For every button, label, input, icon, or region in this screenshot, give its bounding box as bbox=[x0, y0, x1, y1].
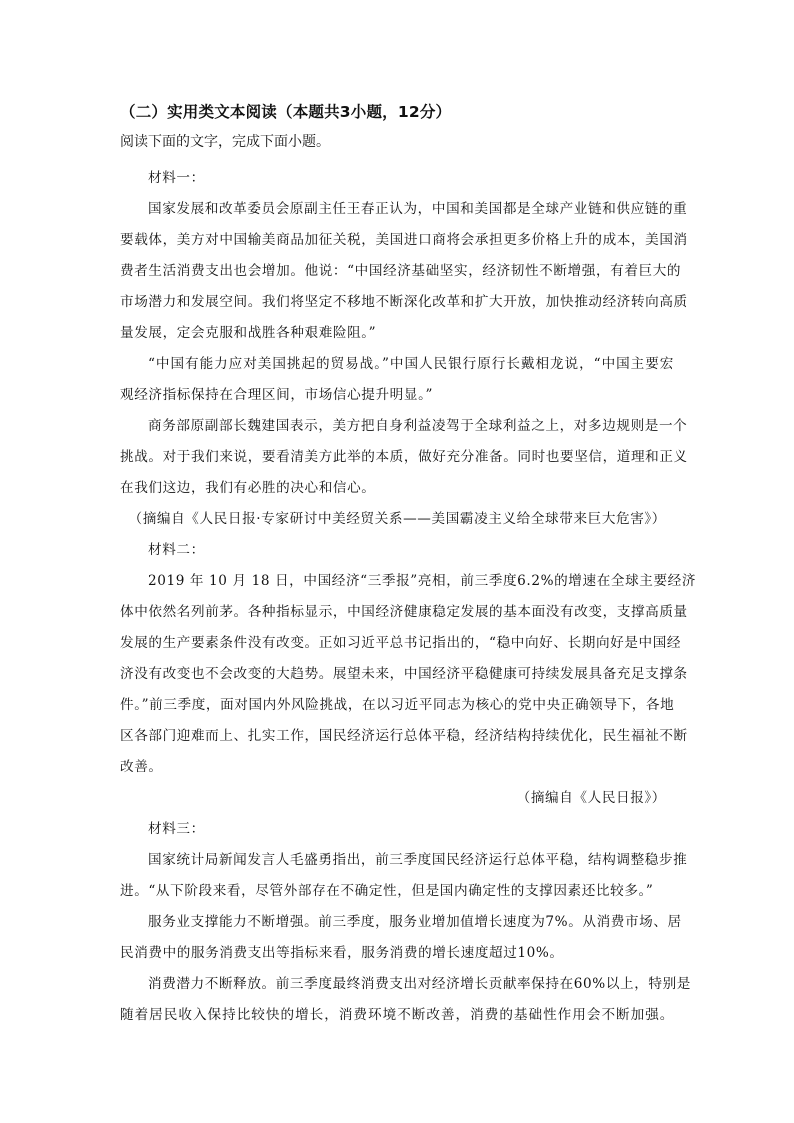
material1-p2-line: 观经济指标保持在合理区间，市场信心提升明显。” bbox=[120, 387, 434, 403]
material2-p1-line: 改善。 bbox=[120, 759, 163, 775]
material1-label: 材料一： bbox=[148, 170, 205, 186]
section-heading: （二）实用类文本阅读（本题共3小题，12分） bbox=[120, 103, 452, 121]
material2-label: 材料二： bbox=[148, 542, 205, 558]
instruction-text: 阅读下面的文字，完成下面小题。 bbox=[120, 134, 330, 150]
material3-p2-line: 民消费中的服务消费支出等指标来看，服务消费的增长速度超过10%。 bbox=[120, 945, 564, 961]
material3-p3-line: 随着居民收入保持比较快的增长，消费环境不断改善，消费的基础性作用会不断加强。 bbox=[120, 1007, 674, 1023]
material1-p1-line: 量发展，定会克服和战胜各种艰难险阻。” bbox=[120, 325, 377, 341]
material2-p1-line: 区各部门迎难而上、扎实工作，国民经济运行总体平稳，经济结构持续优化，民生福祉不断 bbox=[120, 728, 688, 744]
material2-p1-line: 济没有改变也不会改变的大趋势。展望未来，中国经济平稳健康可持续发展具备充足支撑条 bbox=[120, 666, 688, 682]
material3-p2-line: 服务业支撑能力不断增强。前三季度，服务业增加值增长速度为7%。从消费市场、居 bbox=[148, 914, 682, 930]
material2-p1-line: 体中依然名列前茅。各种指标显示，中国经济健康稳定发展的基本面没有改变，支撑高质量 bbox=[120, 604, 688, 620]
material1-p1-line: 费者生活消费支出也会增加。他说：“中国经济基础坚实，经济韧性不断增强，有着巨大的 bbox=[120, 263, 682, 279]
material1-p2-line: “中国有能力应对美国挑起的贸易战。”中国人民银行原行长戴相龙说，“中国主要宏 bbox=[148, 356, 674, 372]
material1-p3-line: 挑战。对于我们来说，要看清美方此举的本质，做好充分准备。同时也要坚信，道理和正义 bbox=[120, 449, 688, 465]
material3-p1-line: 进。“从下阶段来看，尽管外部存在不确定性，但是国内确定性的支撑因素还比较多。” bbox=[120, 883, 654, 899]
material1-p1-line: 要载体，美方对中国输美商品加征关税，美国进口商将会承担更多价格上升的成本，美国消 bbox=[120, 232, 688, 248]
material1-p1-line: 市场潜力和发展空间。我们将坚定不移地不断深化改革和扩大开放，加快推动经济转向高质 bbox=[120, 294, 688, 310]
material3-p1-line: 国家统计局新闻发言人毛盛勇指出，前三季度国民经济运行总体平稳，结构调整稳步推 bbox=[148, 852, 688, 868]
material2-source: （摘编自《人民日报》） bbox=[516, 790, 666, 806]
material3-p3-line: 消费潜力不断释放。前三季度最终消费支出对经济增长贡献率保持在60%以上，特别是 bbox=[148, 976, 691, 992]
material1-p3-line: 商务部原副部长魏建国表示，美方把自身利益凌驾于全球利益之上，对多边规则是一个 bbox=[148, 418, 688, 434]
material3-label: 材料三： bbox=[148, 821, 205, 837]
material2-p1-line: 件。”前三季度，面对国内外风险挑战，在以习近平同志为核心的党中央正确领导下，各地 bbox=[120, 697, 675, 713]
material1-p3-line: 在我们这边，我们有必胜的决心和信心。 bbox=[120, 480, 376, 496]
material2-p1-line: 2019 年 10 月 18 日，中国经济“三季报”亮相，前三季度6.2%的增速在全球主要经济 bbox=[148, 573, 697, 589]
material2-p1-line: 发展的生产要素条件没有改变。正如习近平总书记指出的，“稳中向好、长期向好是中国经 bbox=[120, 635, 682, 651]
material1-p1-line: 国家发展和改革委员会原副主任王春正认为，中国和美国都是全球产业链和供应链的重 bbox=[148, 201, 688, 217]
material1-source: （摘编自《人民日报·专家研讨中美经贸关系——美国霸凌主义给全球带来巨大危害》） bbox=[128, 511, 666, 527]
